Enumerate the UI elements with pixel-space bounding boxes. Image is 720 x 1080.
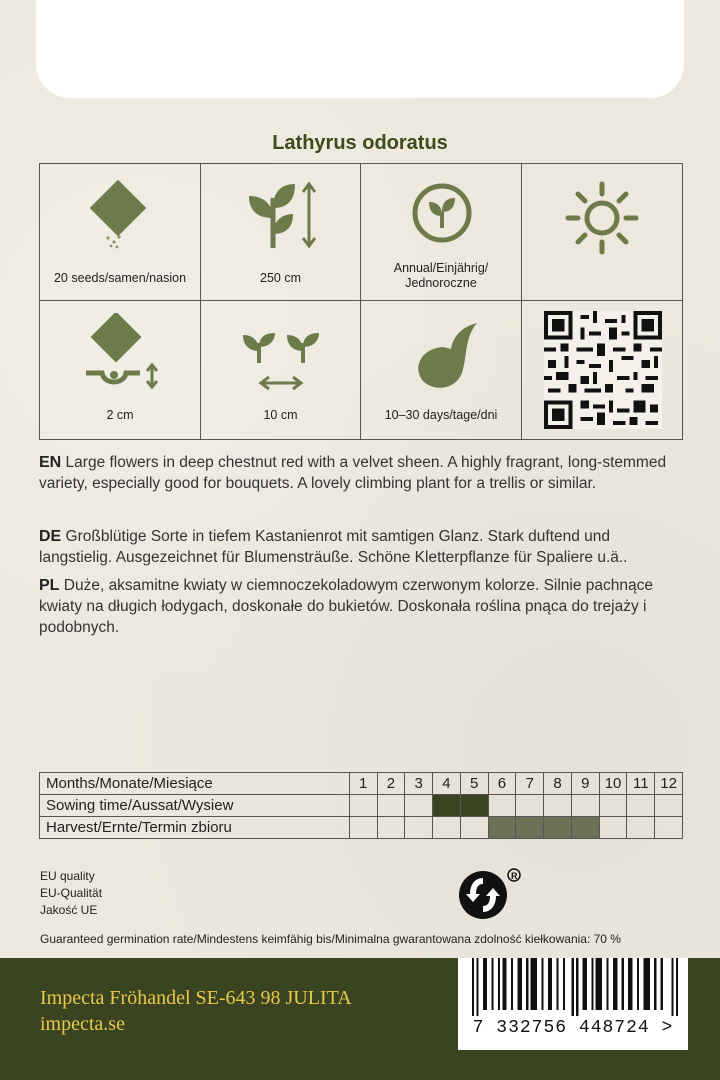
species-title: Lathyrus odoratus [272,132,448,154]
description-de [39,526,679,568]
month-5: 5 [460,773,488,795]
month-1: 1 [349,773,377,795]
description-de-text: Großblütige Sorte in tiefem Kastanienrot mit samtigen Glanz. Stark duftend und langstielig. Ausgezeichnet für Blumensträuße. Schöne Kletterpflanze für Spaliere u.ä.. [39,528,628,566]
svg-text:R: R [511,871,518,881]
barcode-number: 7 332756 448724 > [472,1018,674,1038]
quality-de: EU-Qualität [40,886,103,900]
quality-pl: Jakość UE [40,903,98,917]
spacing-cell [201,301,361,439]
sowing-depth-icon [80,313,160,398]
hanger-tab [36,0,684,98]
seed-packet-icon [86,180,156,250]
germination-rate: Guaranteed germination rate/Mindestens keimfähig bis/Minimalna gwarantowana zdolność kiełkowania: 70 % [40,932,621,946]
harvest-month-8 [544,817,572,839]
calendar-header-row [40,773,683,795]
harvest-label: Harvest/Ernte/Termin zbioru [40,817,350,839]
company-website[interactable]: impecta.se [40,1013,125,1035]
description-en [39,452,679,494]
depth-label: 2 cm [106,408,134,422]
harvest-month-3 [405,817,433,839]
harvest-month-12 [655,817,683,839]
month-10: 10 [599,773,627,795]
height-cell [201,164,361,301]
ean-barcode [458,958,688,1050]
eu-quality-block [40,868,102,919]
sun-cell [522,164,682,301]
lang-code-de: DE [39,528,62,545]
sowing-month-8 [544,795,572,817]
month-7: 7 [516,773,544,795]
depth-cell [40,301,201,439]
qr-cell [522,301,682,439]
description-pl [39,575,679,638]
company-info [40,985,352,1037]
month-8: 8 [544,773,572,795]
sowing-month-9 [571,795,599,817]
month-3: 3 [405,773,433,795]
harvest-month-10 [599,817,627,839]
quality-en: EU quality [40,869,95,883]
spacing-label: 10 cm [263,408,298,422]
sowing-month-7 [516,795,544,817]
lifecycle-cell [361,164,522,301]
qr-code-icon[interactable] [544,311,662,429]
sowing-month-12 [655,795,683,817]
info-icon-grid [39,163,683,440]
seed-count-label: 20 seeds/samen/nasion [53,271,187,285]
sowing-month-10 [599,795,627,817]
height-label: 250 cm [260,271,301,285]
sowing-month-6 [488,795,516,817]
month-6: 6 [488,773,516,795]
months-header: Months/Monate/Miesiące [40,773,350,795]
lifecycle-label-2: Jednoroczne [405,276,477,290]
germination-label: 10–30 days/tage/dni [384,408,498,422]
green-dot-recycling-icon [456,866,522,922]
month-12: 12 [655,773,683,795]
germination-cell [361,301,522,439]
sowing-month-5 [460,795,488,817]
sowing-row [40,795,683,817]
sowing-calendar [39,772,683,839]
harvest-month-11 [627,817,655,839]
barcode-bars [472,958,678,1016]
month-11: 11 [627,773,655,795]
description-en-text: Large flowers in deep chestnut red with a velvet sheen. A highly fragrant, long-stemmed variety, especially good for bouquets. A lovely climbing plant for a trellis or similar. [39,454,667,492]
harvest-month-1 [349,817,377,839]
sowing-month-1 [349,795,377,817]
month-2: 2 [377,773,405,795]
harvest-month-6 [488,817,516,839]
harvest-row [40,817,683,839]
plant-spacing-icon [237,329,327,399]
description-pl-text: Duże, aksamitne kwiaty w ciemnoczekoladowym czerwonym kolorze. Silnie pachnące kwiaty na długich łodygach, doskonałe do bukietów. Doskonała roślina pnąca do trejaży i podobnych. [39,577,654,636]
company-address: Impecta Fröhandel SE-643 98 JULITA [40,987,352,1009]
harvest-month-7 [516,817,544,839]
sun-icon [562,178,642,258]
harvest-month-9 [571,817,599,839]
lang-code-en: EN [39,454,62,471]
lang-code-pl: PL [39,577,60,594]
month-9: 9 [571,773,599,795]
lifecycle-label-1: Annual/Einjährig/ [393,261,489,275]
month-4: 4 [433,773,461,795]
sowing-month-11 [627,795,655,817]
seed-count-cell [40,164,201,301]
sowing-label: Sowing time/Aussat/Wysiew [40,795,350,817]
plant-height-icon [243,178,323,253]
harvest-month-5 [460,817,488,839]
sowing-month-2 [377,795,405,817]
harvest-month-4 [433,817,461,839]
harvest-month-2 [377,817,405,839]
annual-cycle-icon [407,178,477,248]
sowing-month-4 [433,795,461,817]
sprouting-seed-icon [409,319,479,394]
sowing-month-3 [405,795,433,817]
